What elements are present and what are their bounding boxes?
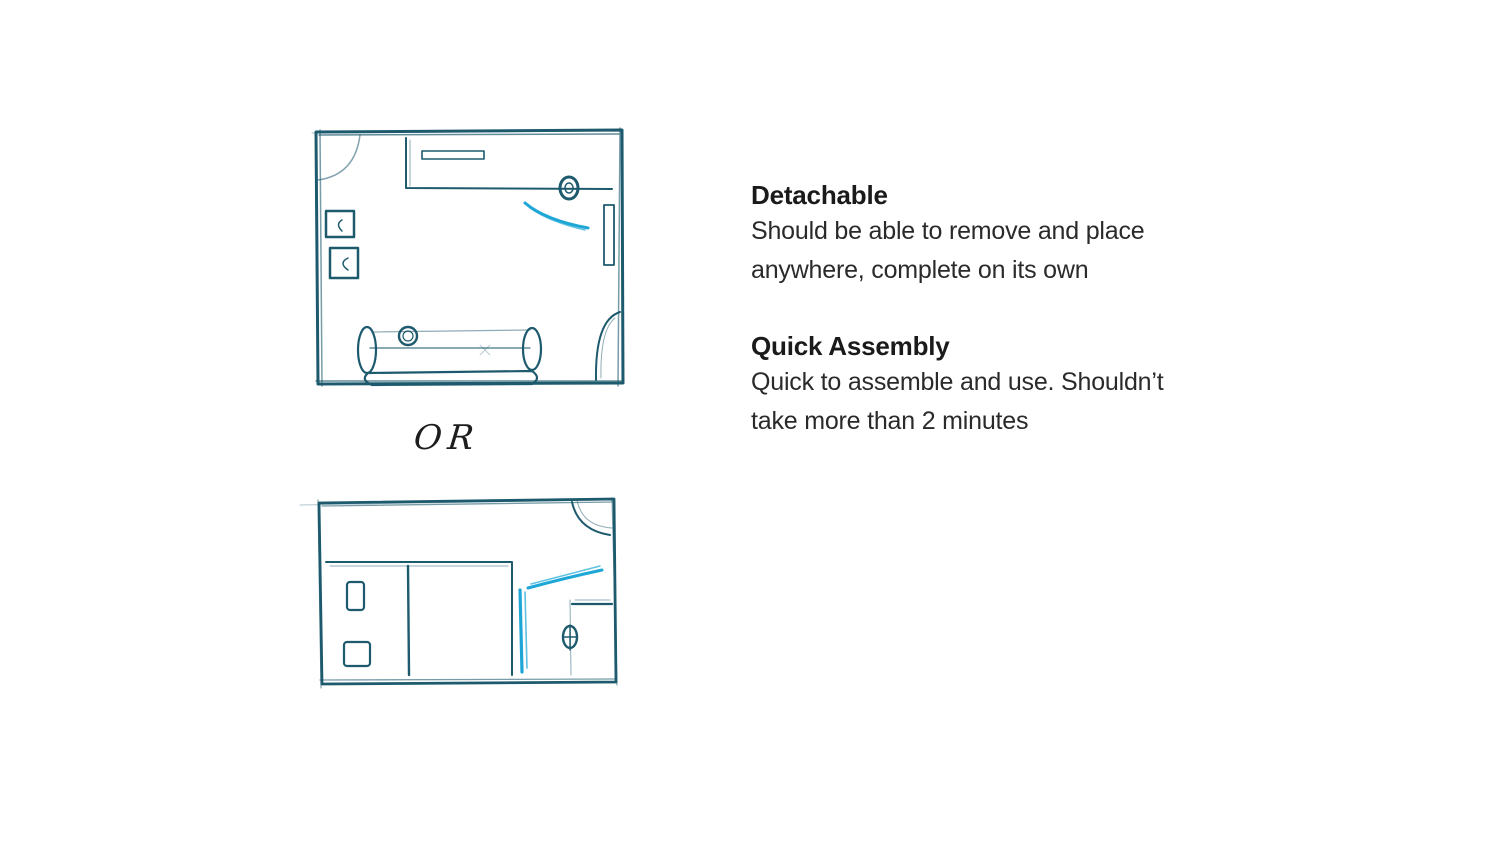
feature-list [751, 178, 1311, 480]
feature-quick-assembly [751, 329, 1311, 441]
floor-plan-sketch-top [312, 128, 623, 386]
accent-mark-top [525, 203, 588, 230]
or-label: OR [411, 418, 482, 458]
feature-description-line: take more than 2 minutes [751, 407, 1029, 435]
feature-title: Detachable [751, 180, 888, 210]
feature-description-line: anywhere, complete on its own [751, 256, 1089, 284]
feature-title: Quick Assembly [751, 331, 950, 361]
feature-description-line: Quick to assemble and use. Shouldn’t [751, 368, 1164, 396]
floor-plan-sketch-bottom [300, 498, 617, 688]
accent-mark-bottom [520, 566, 602, 672]
feature-description-line: Should be able to remove and place [751, 217, 1145, 245]
feature-detachable [751, 178, 1311, 290]
